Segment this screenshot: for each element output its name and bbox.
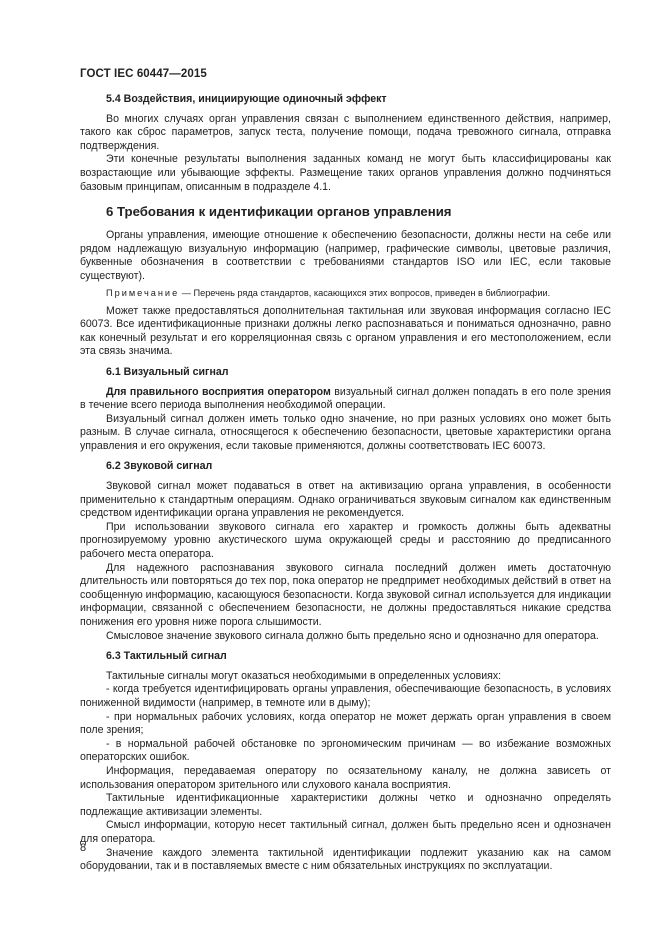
page-number: 8 [80,842,87,854]
body-column [80,93,611,874]
paragraph: Смысловое значение звукового сигнала должно быть предельно ясно и однозначно для оператора. [106,629,599,642]
paragraph: Тактильные сигналы могут оказаться необходимыми в определенных условиях: [106,669,502,682]
section-5-4-title: 5.4 Воздействия, инициирующие одиночный эффект [106,93,387,105]
paragraph-rest: визуальный сигнал должен попадать в его поле зрения в течение всего периода выполнения необходимой операции. [80,385,611,412]
paragraph: Эти конечные результаты выполнения заданных команд не могут быть классифицированы как возрастающие или убывающие эффекты. Размещение таких органов управления должно подчиняться базовым принципам, описанным в подразделе 4.1. [80,153,611,193]
paragraph: Может также предоставляться дополнительная тактильная или звуковая информация согласно IEC 60073. Все идентификационные признаки должны легко распознаваться и пониматься однозначно, равно как конечный результат и его корреляционная связь с органом управления и его местоположением, если эта связь значима. [80,304,611,358]
paragraph: Визуальный сигнал должен иметь только одно значение, но при разных условиях оно может быть разным. В случае сигнала, относящегося к обеспечению безопасности, цветовые характеристики органа управления и его окружения, если таковые применяются, должны соответствовать IEC 60073. [80,412,611,452]
document-header: ГОСТ IEC 60447—2015 [80,68,207,80]
note-label: Примечание [106,287,180,298]
paragraph: Органы управления, имеющие отношение к обеспечению безопасности, должны нести на себе или рядом надлежащую визуальную информацию (например, графические символы, цветовые различия, буквенные обозначения в соответствии с требованиями стандартов ISO или IEC, если таковые существуют). [80,229,611,282]
paragraph: Звуковой сигнал может подаваться в ответ на активизацию органа управления, в особенности применительно к стандартным операциям. Однако ограничиваться звуковым сигналом как единственным средством идентификации органа управления не рекомендуется. [80,480,611,520]
paragraph: Во многих случаях орган управления связан с выполнением единственного действия, например, такого как сброс параметров, запуск теста, получение помощи, подача тревожного сигнала, отправка подтверждения. [80,112,611,152]
paragraph [80,386,611,413]
paragraph: Значение каждого элемента тактильной идентификации подлежит указанию как на самом оборудовании, так и в поставляемых вместе с ним обязательных инструкциях по эксплуатации. [80,846,611,873]
paragraph: При использовании звукового сигнала его характер и громкость должны быть адекватны прогнозируемому уровню акустического шума окружающей среды и расстоянию до предписанного рабочего места оператора. [80,520,611,561]
note-text: — Перечень ряда стандартов, касающихся этих вопросов, приведен в библиографии. [179,287,551,298]
list-item: - при нормальных рабочих условиях, когда оператор не может держать орган управления в своем поле зрения; [80,710,611,737]
note [80,287,611,299]
list-item: - когда требуется идентифицировать органы управления, обеспечивающие безопасность, в условиях пониженной видимости (например, в темноте или в дыму); [80,683,611,709]
list-item: - в нормальной рабочей обстановке по эргономическим причинам — во избежание возможных операторских ошибок. [80,737,611,764]
paragraph: Смысл информации, которую несет тактильный сигнал, должен быть предельно ясен и однозначен для оператора. [80,819,611,845]
section-6-1-title: 6.1 Визуальный сигнал [106,365,229,378]
lead-phrase: Для правильного восприятия оператором [106,385,331,398]
paragraph: Информация, передаваемая оператору по осязательному каналу, не должна зависеть от использования оператором зрительного или слухового канала восприятия. [80,764,611,791]
paragraph: Тактильные идентификационные характеристики должны четко и однозначно определять подлежащие активизации элементы. [80,792,611,818]
section-6-3-title: 6.3 Тактильный сигнал [106,650,227,663]
paragraph: Для надежного распознавания звукового сигнала последний должен иметь достаточную длительность или повторяться до тех пор, пока оператор не предпримет необходимых действий в ответ на сообщенную информацию, касающуюся безопасности. Когда звуковой сигнал используется для индикации информации, связанной с обеспечением безопасности, не должны предоставляться никакие средства понижения его уровня ниже порога слышимости. [80,561,611,628]
section-6-2-title: 6.2 Звуковой сигнал [106,460,213,473]
section-6-title: 6 Требования к идентификации органов управления [106,204,452,220]
